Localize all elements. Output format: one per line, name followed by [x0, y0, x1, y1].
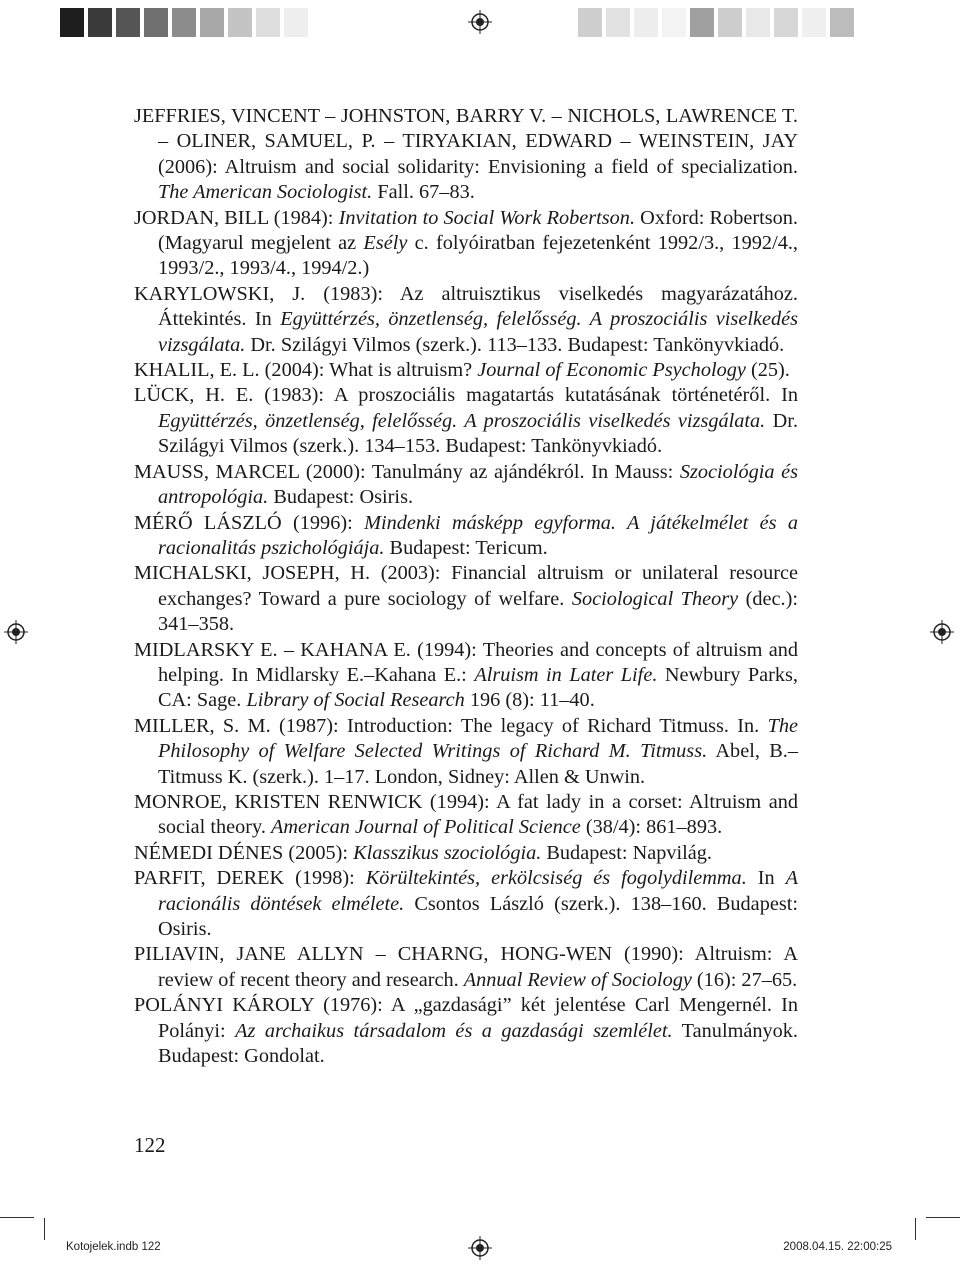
bib-text: NÉMEDI DÉNES (2005):	[134, 841, 354, 864]
color-swatch	[116, 8, 140, 37]
bib-text: PARFIT, DEREK (1998):	[134, 867, 366, 890]
bib-entry	[134, 841, 798, 866]
bib-text: (38/4): 861–893.	[580, 816, 723, 839]
registration-mark-icon	[468, 10, 492, 34]
bib-text: Budapest: Napvilág.	[541, 841, 712, 864]
bib-title-italic: Együttérzés, önzetlenség, felelősség. A proszociális viselkedés vizsgálata.	[158, 308, 799, 356]
bib-title-italic: Invitation to Social Work Robertson.	[338, 206, 636, 229]
bib-title-italic: The Philosophy of Welfare Selected Writings of Richard M. Titmuss.	[158, 714, 798, 763]
bib-text: MILLER, S. M. (1987): Introduction: The legacy of Richard Titmuss. In.	[134, 714, 768, 737]
bib-title-italic: Alruism in Later Life.	[474, 663, 658, 686]
bib-text: Dr. Szilágyi Vilmos (szerk.). 134–153. Budapest: Tankönyvkiadó.	[158, 409, 799, 458]
bib-title-italic: Annual Review of Sociology	[463, 968, 692, 991]
color-swatch	[802, 8, 826, 37]
bib-text: MONROE, KRISTEN RENWICK (1994): A fat lady in a corset: Altruism and social theory.	[134, 790, 798, 839]
bib-entry	[134, 511, 798, 562]
color-swatch	[200, 8, 224, 37]
bib-entry	[134, 206, 798, 282]
bib-text: Oxford: Robertson. (Magyarul megjelent az	[158, 206, 798, 255]
bib-title-italic: Körültekintés, erkölcsiség és fogolydilemma.	[365, 867, 747, 890]
color-swatch	[830, 8, 854, 37]
bib-text: MÉRŐ LÁSZLÓ (1996):	[134, 511, 365, 534]
bib-text: LÜCK, H. E. (1983): A proszociális magatartás kutatásának történetéről. In	[134, 384, 798, 407]
bib-text: Fall. 67–83.	[372, 181, 475, 204]
bib-entry	[134, 104, 798, 206]
bib-title-italic: Sociological Theory	[571, 587, 739, 610]
bib-title-italic: A racionális döntések elmélete.	[158, 867, 798, 915]
bib-text: POLÁNYI KÁROLY (1976): A „gazdasági” két jelentése Carl Mengernél. In Polányi:	[134, 994, 798, 1042]
color-swatch	[662, 8, 686, 37]
bib-title-italic: Szociológia és antropológia.	[158, 460, 799, 509]
color-swatch	[172, 8, 196, 37]
bib-title-italic: The American Sociologist.	[158, 181, 373, 204]
color-swatch	[718, 8, 742, 37]
bib-title-italic: American Journal of Political Science	[271, 816, 581, 839]
bib-text: PILIAVIN, JANE ALLYN – CHARNG, HONG-WEN (1990): Altruism: A review of recent theory and research.	[134, 943, 798, 991]
bib-text: 196 (8): 11–40.	[464, 689, 595, 712]
bib-entry	[134, 714, 798, 790]
bib-text: KARYLOWSKI, J. (1983): Az altruisztikus viselkedés magyarázatához. Áttekintés. In	[134, 282, 798, 331]
bib-title-italic: Esély	[363, 232, 408, 255]
bib-text: MIDLARSKY E. – KAHANA E. (1994): Theories and concepts of altruism and helping. In Midlarsky E.–Kahana E.:	[134, 638, 798, 686]
bib-text: KHALIL, E. L. (2004): What is altruism?	[134, 359, 478, 382]
registration-mark-icon	[4, 620, 28, 644]
registration-mark-icon	[930, 620, 954, 644]
bib-title-italic: Klasszikus szociológia.	[353, 841, 542, 864]
crop-mark	[0, 1217, 34, 1218]
color-swatch	[88, 8, 112, 37]
bibliography-list	[134, 104, 798, 1069]
color-swatch	[690, 8, 714, 37]
color-swatch	[284, 8, 308, 37]
registration-mark-icon	[468, 1236, 492, 1260]
bib-title-italic: Library of Social Research	[246, 689, 465, 712]
color-swatch	[746, 8, 770, 37]
crop-mark	[44, 1218, 45, 1240]
bib-entry	[134, 942, 798, 993]
crop-mark	[926, 1217, 960, 1218]
bib-text: MAUSS, MARCEL (2000): Tanulmány az ajándékról. In Mauss:	[134, 460, 680, 483]
bib-text: (dec.): 341–358.	[158, 587, 798, 636]
bib-entry	[134, 460, 798, 511]
bib-text: JEFFRIES, VINCENT – JOHNSTON, BARRY V. – NICHOLS, LAWRENCE T. – OLINER, SAMUEL, P. – TIRYAKIAN, EDWARD – WEINSTEIN, JAY (2006): Altruism and social solidarity: Envisioning a field of specialization.	[134, 105, 798, 178]
bib-text: Budapest: Tericum.	[384, 536, 548, 559]
bib-title-italic: Együttérzés, önzetlenség, felelősség. A proszociális viselkedés vizsgálata.	[158, 409, 766, 432]
bib-text: Newbury Parks, CA: Sage.	[158, 663, 798, 712]
color-swatch	[634, 8, 658, 37]
bib-entry	[134, 358, 798, 383]
color-swatch	[228, 8, 252, 37]
bib-text: c. folyóiratban fejezetenként 1992/3., 1992/4., 1993/2., 1993/4., 1994/2.)	[158, 232, 798, 280]
bib-text: Budapest: Osiris.	[268, 486, 414, 509]
bib-entry	[134, 282, 798, 358]
bib-title-italic: Mindenki másképp egyforma. A játékelmélet és a racionalitás pszichológiája.	[158, 511, 798, 559]
color-swatch	[774, 8, 798, 37]
bib-text: (25).	[745, 359, 790, 382]
bib-entry	[134, 561, 798, 637]
color-swatch	[578, 8, 602, 37]
page-number: 122	[134, 1133, 166, 1157]
bib-text: MICHALSKI, JOSEPH, H. (2003): Financial altruism or unilateral resource exchanges? Toward a pure sociology of welfare.	[134, 562, 798, 610]
color-swatch	[256, 8, 280, 37]
slug-datetime: 2008.04.15. 22:00:25	[783, 1241, 892, 1253]
bib-entry	[134, 866, 798, 942]
bib-text: JORDAN, BILL (1984):	[134, 206, 339, 229]
bib-title-italic: Az archaikus társadalom és a gazdasági szemlélet.	[235, 1019, 673, 1042]
crop-mark	[915, 1218, 916, 1240]
color-swatch	[606, 8, 630, 37]
color-swatch	[60, 8, 84, 37]
color-swatch	[144, 8, 168, 37]
bib-text: In	[746, 867, 786, 890]
bib-entry	[134, 790, 798, 841]
bib-text: Abel, B.–Titmuss K. (szerk.). 1–17. London, Sidney: Allen & Unwin.	[158, 740, 798, 788]
bib-text: Csontos László (szerk.). 138–160. Budapest: Osiris.	[158, 892, 798, 940]
bib-text: Tanulmányok. Budapest: Gondolat.	[158, 1019, 798, 1068]
bib-entry	[134, 993, 798, 1069]
bib-entry	[134, 383, 798, 459]
bib-title-italic: Journal of Economic Psychology	[477, 359, 746, 382]
slug-file-label: Kotojelek.indb 122	[66, 1241, 161, 1253]
bib-entry	[134, 638, 798, 714]
bib-text: (16): 27–65.	[691, 968, 798, 991]
bib-text: Dr. Szilágyi Vilmos (szerk.). 113–133. Budapest: Tankönyvkiadó.	[245, 333, 785, 356]
